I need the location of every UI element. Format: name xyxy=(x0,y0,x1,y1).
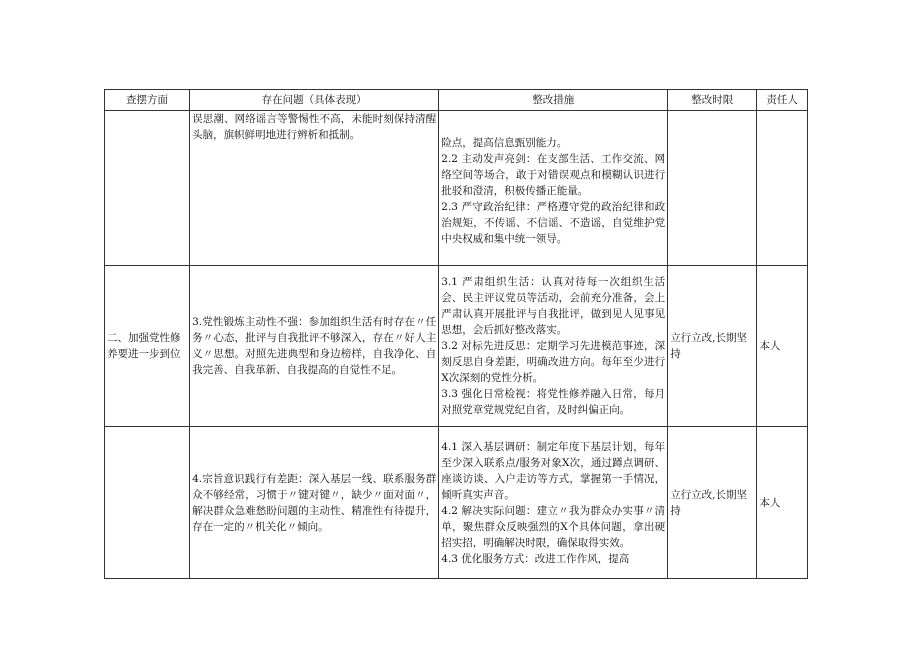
rectification-table xyxy=(104,89,808,579)
measure-item: 3.2 对标先进反思：定期学习先进模范事迹，深刻反思自身差距，明确改进方向。每年至少进行X次深刻的党性分析。 xyxy=(441,340,666,384)
measure-item: 2.3 严守政治纪律：严格遵守党的政治纪律和政治规矩，不传谣、不信谣、不造谣，自觉维护党中央权威和集中统一领导。 xyxy=(441,201,666,245)
aspect-cell: 二、加强党性修养要进一步到位 xyxy=(105,266,190,427)
problem-cell xyxy=(190,111,439,266)
table-row xyxy=(105,111,808,266)
measure-item: 3.3 强化日常检视：将党性修养融入日常，每月对照党章党规党纪自省，及时纠偏正向。 xyxy=(441,388,666,416)
deadline-cell: 立行立改,长期坚持 xyxy=(668,266,757,427)
measures-cell xyxy=(439,266,668,427)
problem-text: 误思潮、网络谣言等警惕性不高，未能时刻保持清醒头脑，旗帜鲜明地进行辨析和抵制。 xyxy=(192,113,437,141)
owner-cell: 本人 xyxy=(757,266,808,427)
table-header-row xyxy=(105,90,808,111)
header-problem: 存在问题（具体表现） xyxy=(190,90,439,111)
aspect-cell xyxy=(105,111,190,266)
header-aspect: 查摆方面 xyxy=(105,90,190,111)
aspect-cell xyxy=(105,427,190,579)
measure-item: 4.3 优化服务方式：改进工作作风，提高 xyxy=(441,552,630,565)
measures-cell xyxy=(439,111,668,266)
measure-item: 3.1 严肃组织生活：认真对待每一次组织生活会、民主评议党员等活动，会前充分准备，会上严肃认真开展批评与自我批评，做到见人见事见思想，会后抓好整改落实。 xyxy=(441,276,666,336)
header-deadline: 整改时限 xyxy=(668,90,757,111)
deadline-cell xyxy=(668,111,757,266)
table-row xyxy=(105,427,808,579)
table-row xyxy=(105,266,808,427)
measure-item: 2.2 主动发声亮剑：在支部生活、工作交流、网络空间等场合，敢于对错误观点和模糊认识进行批驳和澄清，积极传播正能量。 xyxy=(441,153,666,197)
header-measures: 整改措施 xyxy=(439,90,668,111)
problem-text: 4.宗旨意识践行有差距：深入基层一线、联系服务群众不够经常，习惯于〃键对键〃，缺少〃面对面〃，解决群众急难愁盼问题的主动性、精准性有待提升，存在一定的〃机关化〃倾向。 xyxy=(192,472,437,533)
deadline-cell: 立行立改,长期坚持 xyxy=(668,427,757,579)
header-owner: 责任人 xyxy=(757,90,808,111)
measure-item: 险点，提高信息甄别能力。 xyxy=(441,137,568,149)
measures-cell xyxy=(439,427,668,579)
owner-cell: 本人 xyxy=(757,427,808,579)
problem-cell xyxy=(190,266,439,427)
measure-item: 4.1 深入基层调研：制定年度下基层计划，每年至少深入联系点/服务对象X次，通过蹲点调研、座谈访谈、入户走访等方式，掌握第一手情况，倾听真实声音。 xyxy=(441,440,666,501)
owner-cell xyxy=(757,111,808,266)
problem-text: 3.党性锻炼主动性不强：参加组织生活有时存在〃任务〃心态，批评与自我批评不够深入，存在〃好人主义〃思想。对照先进典型和身边榜样，自我净化、自我完善、自我革新、自我提高的自觉性不足。 xyxy=(192,316,437,376)
problem-cell xyxy=(190,427,439,579)
measure-item: 4.2 解决实际问题：建立〃我为群众办实事〃清单，聚焦群众反映强烈的X个具体问题，拿出硬招实招，明确解决时限，确保取得实效。 xyxy=(441,504,666,549)
